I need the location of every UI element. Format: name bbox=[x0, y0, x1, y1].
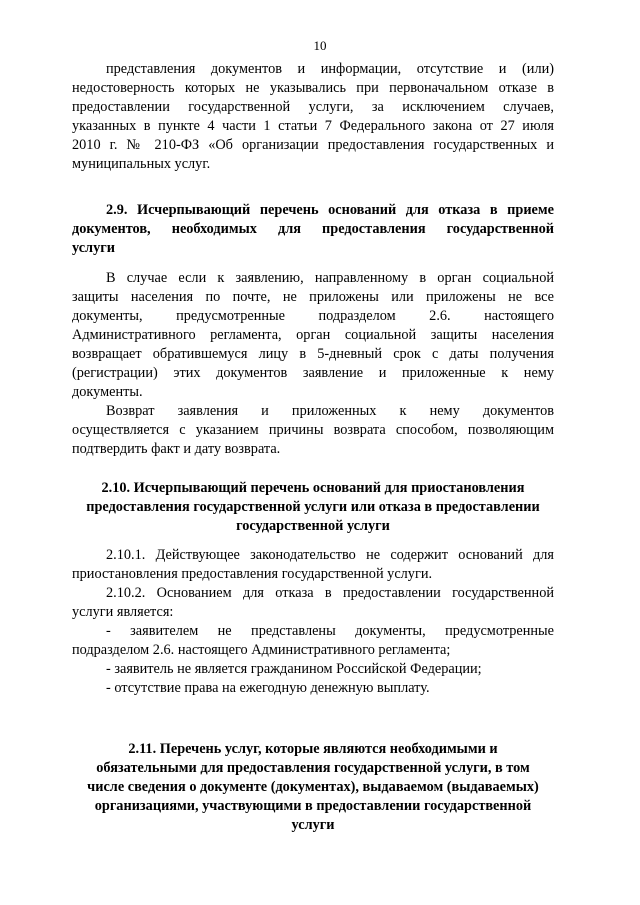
text-line: предоставлении государственной услуги, за исключением случаев, bbox=[72, 99, 554, 115]
heading-line: 2.9. Исчерпывающий перечень оснований для отказа в приеме bbox=[106, 202, 554, 218]
heading-line: 2.10. Исчерпывающий перечень оснований для приостановления bbox=[101, 480, 525, 496]
text-line: указанных в пункте 4 части 1 статьи 7 Федерального закона от 27 июля bbox=[72, 118, 554, 134]
heading-line: услуги bbox=[291, 817, 335, 833]
section-2-11-heading bbox=[72, 740, 554, 835]
text-line: - заявитель не является гражданином Российской Федерации; bbox=[106, 661, 482, 677]
text-line: Возврат заявления и приложенных к нему документов bbox=[106, 403, 554, 419]
text-line: Административного регламента, орган социальной защиты населения bbox=[72, 327, 554, 343]
text-line: недостоверность которых не указывались при первоначальном отказе в bbox=[72, 80, 554, 96]
heading-line: документов, необходимых для предоставления государственной bbox=[72, 221, 554, 237]
section-2-10-paragraph-2 bbox=[72, 584, 554, 622]
section-2-9-paragraph-2 bbox=[72, 402, 554, 459]
text-line: 2.10.2. Основанием для отказа в предоставлении государственной bbox=[106, 585, 554, 601]
text-line: возвращает обратившемуся лицу в 5-дневный срок с даты получения bbox=[72, 346, 554, 362]
section-2-10-bullet-3 bbox=[72, 679, 554, 698]
text-line: подтвердить факт и дату возврата. bbox=[72, 441, 281, 457]
text-line: приостановления предоставления государственной услуги. bbox=[72, 566, 433, 582]
text-line: - заявителем не представлены документы, предусмотренные bbox=[106, 623, 554, 639]
page-number: 10 bbox=[313, 38, 327, 53]
section-2-9-paragraph-1 bbox=[72, 269, 554, 402]
intro-paragraph bbox=[72, 60, 554, 174]
text-line: В случае если к заявлению, направленному в орган социальной bbox=[106, 270, 554, 286]
heading-line: обязательными для предоставления государственной услуги, в том bbox=[96, 760, 530, 776]
heading-line: государственной услуги bbox=[236, 518, 390, 534]
heading-line: организациями, участвующими в предоставлении государственной bbox=[94, 798, 532, 814]
text-line: 2010 г. № 210-ФЗ «Об организации предоставления государственных и bbox=[72, 137, 554, 153]
text-line: подразделом 2.6. настоящего Административного регламента; bbox=[72, 642, 451, 658]
section-2-10-bullet-2 bbox=[72, 660, 554, 679]
text-line: муниципальных услуг. bbox=[72, 156, 211, 172]
text-line: документы, предусмотренные подразделом 2.6. настоящего bbox=[72, 308, 554, 324]
section-2-9-heading bbox=[72, 201, 554, 258]
text-line: 2.10.1. Действующее законодательство не содержит оснований для bbox=[106, 547, 554, 563]
text-line: (регистрации) этих документов заявление и приложенные к нему bbox=[72, 365, 554, 381]
text-line: услуги является: bbox=[72, 604, 174, 620]
section-2-10-heading bbox=[72, 479, 554, 536]
heading-line: предоставления государственной услуги или отказа в предоставлении bbox=[86, 499, 540, 515]
text-line: представления документов и информации, отсутствие и (или) bbox=[106, 61, 554, 77]
heading-line: числе сведения о документе (документах), выдаваемом (выдаваемых) bbox=[87, 779, 539, 795]
section-2-10-bullet-1 bbox=[72, 622, 554, 660]
text-line: документы. bbox=[72, 384, 143, 400]
text-line: осуществляется с указанием причины возврата способом, позволяющим bbox=[72, 422, 554, 438]
text-line: защиты населения по почте, не приложены или приложены не все bbox=[72, 289, 554, 305]
heading-line: 2.11. Перечень услуг, которые являются необходимыми и bbox=[128, 741, 498, 757]
heading-line: услуги bbox=[72, 240, 115, 256]
text-line: - отсутствие права на ежегодную денежную выплату. bbox=[106, 680, 430, 696]
section-2-10-paragraph-1 bbox=[72, 546, 554, 584]
